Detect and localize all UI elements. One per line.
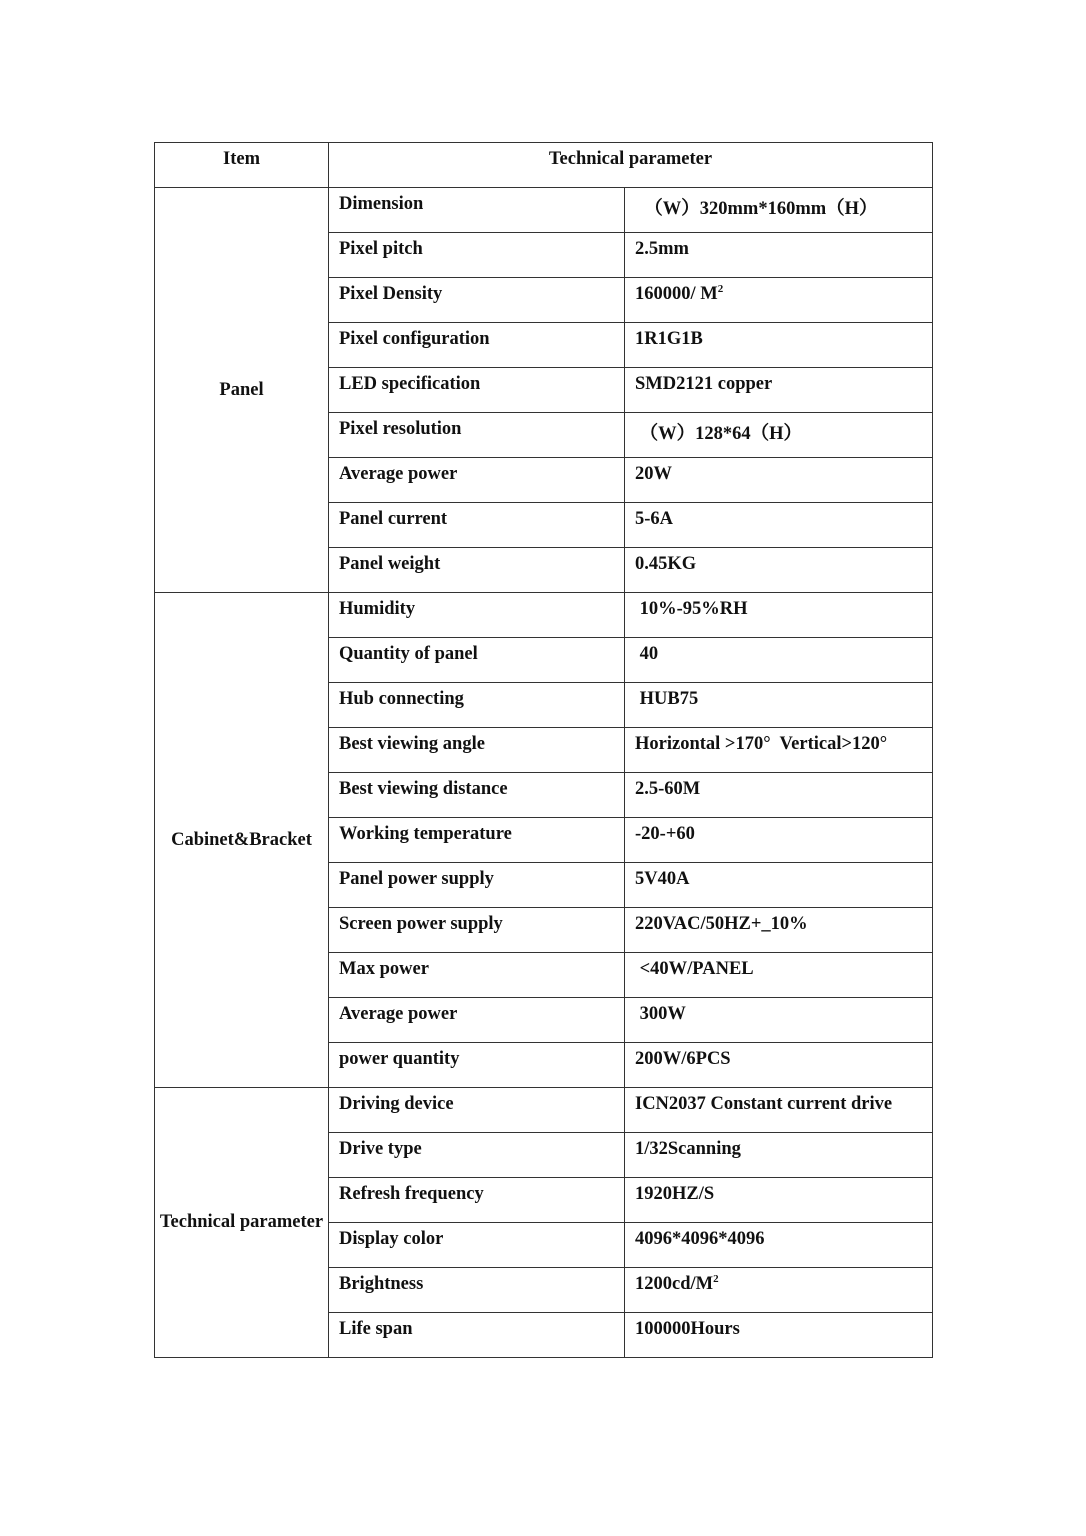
parameter-value-text: 200W/6PCS xyxy=(635,1049,731,1069)
parameter-value xyxy=(625,953,933,998)
parameter-name: Best viewing angle xyxy=(329,728,625,773)
parameter-value xyxy=(625,503,933,548)
parameter-name: Panel weight xyxy=(329,548,625,593)
table-row xyxy=(155,593,933,638)
parameter-value xyxy=(625,368,933,413)
parameter-name: Display color xyxy=(329,1223,625,1268)
parameter-value xyxy=(625,908,933,953)
parameter-value xyxy=(625,1223,933,1268)
parameter-value-text: （W）128*64（H） xyxy=(635,424,803,444)
parameter-value-text: Horizontal >170° Vertical>120° xyxy=(635,734,888,754)
parameter-name: Pixel Density xyxy=(329,278,625,323)
group-label: Panel xyxy=(155,188,329,593)
header-item: Item xyxy=(155,143,329,188)
parameter-value-text: 5-6A xyxy=(635,509,674,529)
parameter-value-text: <40W/PANEL xyxy=(635,959,754,979)
parameter-value xyxy=(625,638,933,683)
parameter-value xyxy=(625,1313,933,1358)
parameter-value xyxy=(625,1043,933,1088)
parameter-value-text: 5V40A xyxy=(635,869,690,889)
parameter-value-text: 4096*4096*4096 xyxy=(635,1229,765,1249)
parameter-value-text: 20W xyxy=(635,464,672,484)
parameter-name: Refresh frequency xyxy=(329,1178,625,1223)
parameter-value xyxy=(625,728,933,773)
parameter-value-text: 2.5mm xyxy=(635,239,689,259)
parameter-value xyxy=(625,998,933,1043)
parameter-name: Life span xyxy=(329,1313,625,1358)
parameter-value-text: 100000Hours xyxy=(635,1319,740,1339)
parameter-name: Driving device xyxy=(329,1088,625,1133)
parameter-name: Panel power supply xyxy=(329,863,625,908)
parameter-value-text: 220VAC/50HZ+_10% xyxy=(635,914,808,934)
superscript: 2 xyxy=(717,283,724,295)
parameter-name: Hub connecting xyxy=(329,683,625,728)
spec-body xyxy=(155,188,933,1358)
group-label: Technical parameter xyxy=(155,1088,329,1358)
parameter-value xyxy=(625,683,933,728)
parameter-value xyxy=(625,1268,933,1313)
parameter-value-text: （W）320mm*160mm（H） xyxy=(635,199,878,219)
parameter-value-text: ICN2037 Constant current drive xyxy=(635,1094,893,1114)
parameter-value xyxy=(625,1133,933,1178)
header-row xyxy=(155,143,933,188)
spec-table xyxy=(154,142,933,1358)
parameter-value-text: 0.45KG xyxy=(635,554,697,574)
parameter-value-text: 1R1G1B xyxy=(635,329,703,349)
parameter-value-text: HUB75 xyxy=(635,689,699,709)
parameter-value xyxy=(625,1088,933,1133)
parameter-name: power quantity xyxy=(329,1043,625,1088)
parameter-value xyxy=(625,323,933,368)
parameter-value-text: 40 xyxy=(635,644,659,664)
header-technical-parameter: Technical parameter xyxy=(329,143,933,188)
parameter-value xyxy=(625,1178,933,1223)
parameter-name: Quantity of panel xyxy=(329,638,625,683)
parameter-value-text: -20-+60 xyxy=(635,824,695,844)
table-row xyxy=(155,188,933,233)
parameter-value-text: 1/32Scanning xyxy=(635,1139,741,1159)
parameter-value-text: 2.5-60M xyxy=(635,779,701,799)
parameter-value-text: 1200cd/M xyxy=(635,1274,714,1294)
parameter-name: Humidity xyxy=(329,593,625,638)
parameter-name: LED specification xyxy=(329,368,625,413)
parameter-name: Screen power supply xyxy=(329,908,625,953)
parameter-name: Brightness xyxy=(329,1268,625,1313)
parameter-name: Pixel configuration xyxy=(329,323,625,368)
parameter-value xyxy=(625,188,933,233)
parameter-value-text: 10%-95%RH xyxy=(635,599,748,619)
group-label: Cabinet&Bracket xyxy=(155,593,329,1088)
parameter-name: Average power xyxy=(329,458,625,503)
parameter-value-text: 160000/ M xyxy=(635,284,718,304)
parameter-name: Pixel pitch xyxy=(329,233,625,278)
parameter-value xyxy=(625,818,933,863)
parameter-value-text: 1920HZ/S xyxy=(635,1184,715,1204)
parameter-value xyxy=(625,278,933,323)
parameter-name: Panel current xyxy=(329,503,625,548)
parameter-value xyxy=(625,458,933,503)
parameter-value xyxy=(625,863,933,908)
parameter-name: Best viewing distance xyxy=(329,773,625,818)
parameter-name: Dimension xyxy=(329,188,625,233)
parameter-value xyxy=(625,233,933,278)
parameter-value-text: SMD2121 copper xyxy=(635,374,773,394)
parameter-name: Pixel resolution xyxy=(329,413,625,458)
parameter-name: Max power xyxy=(329,953,625,998)
superscript: 2 xyxy=(713,1273,719,1285)
parameter-name: Working temperature xyxy=(329,818,625,863)
parameter-name: Average power xyxy=(329,998,625,1043)
parameter-value xyxy=(625,593,933,638)
parameter-name: Drive type xyxy=(329,1133,625,1178)
parameter-value xyxy=(625,413,933,458)
parameter-value-text: 300W xyxy=(635,1004,686,1024)
parameter-value xyxy=(625,548,933,593)
parameter-value xyxy=(625,773,933,818)
table-row xyxy=(155,1088,933,1133)
